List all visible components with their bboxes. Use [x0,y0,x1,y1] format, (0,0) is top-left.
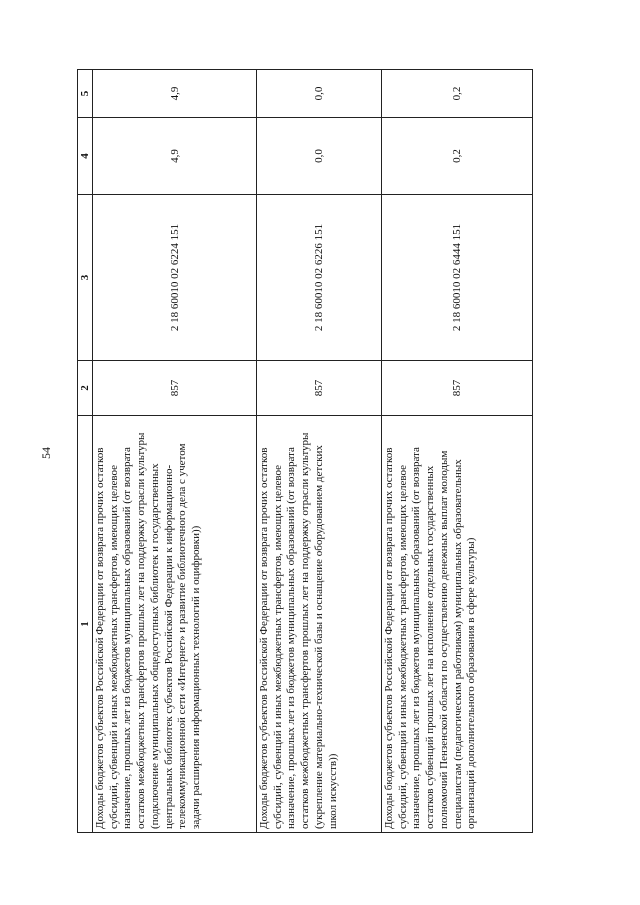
row-description: Доходы бюджетов субъектов Российской Федерации от возврата прочих остатков субсидий, субвенций и иных межбюджетных трансфертов, имеющих целевое назначение, прошлых лет из бюджетов муниципальных образований (от возврата остатков межбюджетных трансфертов прошлых лет на поддержку отрасли культуры (подключение муниципальных общедоступных библиотек и государственных центральных библиотек субъектов Российской Федерации к информационно-телекоммуникационной сети «Интернет» и развитие библиотечного дела с учетом задачи расширения информационных технологий и оцифровки)) [93,416,257,833]
table-row [257,70,382,833]
column-header-2: 2 [78,361,93,416]
table-row [93,70,257,833]
row-value-5: 4,9 [93,70,257,118]
row-value-4: 0,2 [382,118,533,195]
column-header-1: 1 [78,416,93,833]
row-value-5: 0,2 [382,70,533,118]
page-number: 54 [39,447,53,459]
row-income-code: 2 18 60010 02 6444 151 [382,195,533,361]
column-header-3: 3 [78,195,93,361]
row-value-4: 4,9 [93,118,257,195]
column-header-4: 4 [78,118,93,195]
table-row [382,70,533,833]
row-description: Доходы бюджетов субъектов Российской Федерации от возврата прочих остатков субсидий, субвенций и иных межбюджетных трансфертов, имеющих целевое назначение, прошлых лет из бюджетов муниципальных образований (от возврата остатков субвенций прошлых лет на исполнение отдельных государственных полномочий Пензенской области по осуществлению денежных выплат молодым специалистам (педагогическим работникам) муниципальных образовательных организаций дополнительного образования в сфере культуры) [382,416,533,833]
row-admin-code: 857 [93,361,257,416]
table-header-row [78,70,93,833]
budget-table-container [77,70,526,833]
row-income-code: 2 18 60010 02 6226 151 [257,195,382,361]
row-value-5: 0,0 [257,70,382,118]
column-header-5: 5 [78,70,93,118]
row-value-4: 0,0 [257,118,382,195]
row-income-code: 2 18 60010 02 6224 151 [93,195,257,361]
budget-income-table [77,69,533,833]
row-admin-code: 857 [382,361,533,416]
row-admin-code: 857 [257,361,382,416]
row-description: Доходы бюджетов субъектов Российской Федерации от возврата прочих остатков субсидий, субвенций и иных межбюджетных трансфертов, имеющих целевое назначение, прошлых лет из бюджетов муниципальных образований (от возврата остатков межбюджетных трансфертов прошлых лет на поддержку отрасли культуры (укрепление материально-технической базы и оснащение оборудованием детских школ искусств)) [257,416,382,833]
